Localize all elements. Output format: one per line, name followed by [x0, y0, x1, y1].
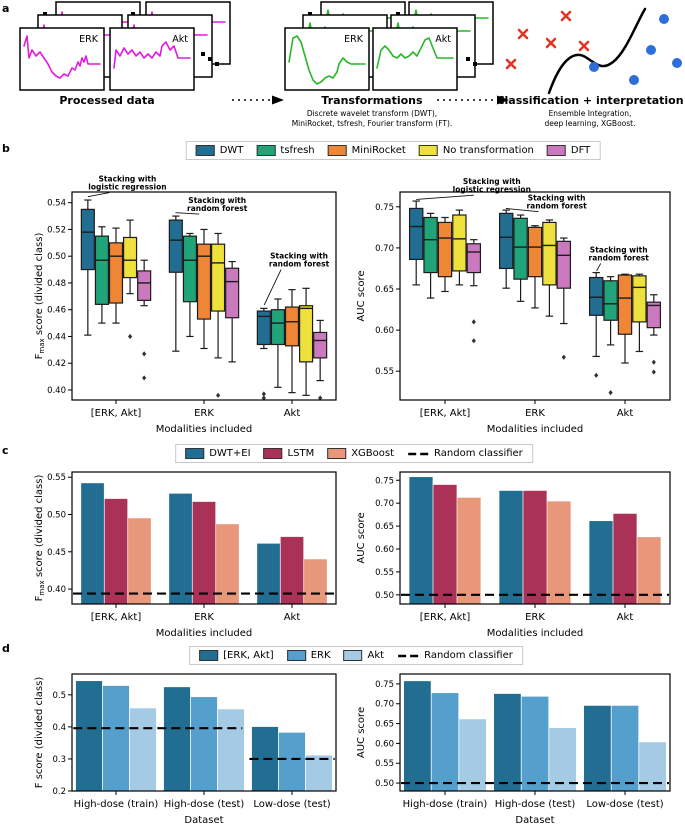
bar: [76, 681, 102, 791]
legend-swatch: [419, 145, 438, 156]
y-tick-label: 0.75: [375, 679, 394, 690]
box: [81, 209, 94, 269]
dashed-line-swatch: [397, 651, 419, 661]
box: [183, 236, 196, 302]
y-tick-label: 0.55: [375, 567, 394, 578]
y-tick-label: 0.50: [47, 252, 66, 263]
x-axis-label: Modalities included: [486, 424, 584, 435]
annotation-text: Stacking with: [462, 177, 521, 187]
bar: [130, 708, 156, 791]
bar: [457, 498, 480, 604]
bar: [81, 483, 104, 604]
x-axis-label: Modalities included: [155, 424, 253, 435]
legend-swatch: [196, 145, 215, 156]
x-category-label: High-dose (test): [494, 799, 576, 810]
boxplot-fmax-by-modality: [30, 164, 342, 444]
bar: [589, 521, 612, 604]
annotation-leader-line: [416, 195, 474, 199]
y-tick-label: 0.52: [47, 225, 66, 236]
akt-plot-label: Akt: [172, 34, 188, 45]
akt-plot-label: Akt: [435, 34, 451, 45]
annotation-text: random forest: [268, 259, 330, 269]
box: [212, 244, 225, 311]
panel-c-label: c: [2, 444, 9, 457]
bar: [433, 485, 456, 604]
box: [271, 310, 284, 345]
legend-label: No transformation: [442, 145, 534, 156]
x-axis-label: Modalities included: [486, 628, 584, 639]
y-tick-label: 0.65: [375, 285, 394, 296]
bar: [304, 559, 327, 604]
outlier-marker: [562, 355, 566, 360]
annotation-text: Stacking with: [527, 193, 586, 203]
annotation-text: random forest: [187, 204, 248, 214]
box: [95, 236, 108, 304]
y-tick-label: 0.54: [47, 198, 66, 209]
annotation-leader-line: [88, 193, 110, 197]
x-category-label: ERK: [525, 408, 545, 419]
boxplot-auc-by-modality: [352, 164, 678, 444]
y-tick-label: 0.55: [375, 759, 394, 770]
annotation-text: Stacking with: [589, 245, 648, 255]
box: [453, 215, 466, 271]
annotation-text: random forest: [588, 253, 649, 263]
box: [110, 243, 123, 303]
bar: [164, 687, 190, 791]
legend-item: [256, 145, 314, 156]
x-category-label: Low-dose (test): [586, 799, 664, 810]
y-tick-label: 0.70: [375, 699, 394, 710]
outlier-marker: [652, 360, 656, 365]
barchart-auc-by-dataset: [352, 666, 678, 837]
legend-swatch: [328, 145, 347, 156]
legend-swatch: [264, 448, 283, 459]
erk-plot-label: ERK: [79, 34, 98, 45]
y-tick-label: 0.50: [47, 510, 66, 521]
x-category-label: Akt: [616, 408, 634, 419]
legend-label: [ERK, Akt]: [223, 650, 274, 661]
bar: [523, 491, 546, 604]
box: [124, 237, 137, 277]
bar: [459, 719, 486, 791]
box: [618, 275, 631, 334]
x-category-label: ERK: [525, 612, 545, 623]
annotation-leader-line: [597, 263, 601, 270]
processed-akt-stack: [110, 2, 230, 90]
bar: [169, 494, 192, 604]
y-axis-label: AUC score: [356, 270, 367, 322]
bar: [549, 728, 576, 791]
box: [514, 218, 527, 279]
x-category-label: [ERK, Akt]: [419, 612, 471, 623]
legend-item: [287, 650, 331, 661]
box: [500, 213, 513, 268]
x-category-label: Akt: [283, 408, 301, 419]
box: [438, 222, 451, 276]
y-tick-label: 0.70: [375, 499, 394, 510]
y-tick-label: 0.44: [47, 332, 66, 343]
bar: [218, 709, 244, 791]
annotation-text: Stacking with: [270, 251, 328, 261]
bar: [494, 694, 521, 791]
y-axis-label: $F_{max}$ score (divided class): [34, 232, 46, 360]
y-tick-label: 0.50: [375, 779, 394, 790]
legend-item: [185, 448, 250, 459]
bar: [613, 514, 636, 604]
y-tick-label: 0.50: [375, 590, 394, 601]
x-category-label: ERK: [194, 612, 214, 623]
y-tick-label: 0.60: [375, 545, 394, 555]
annotation-text: logistic regression: [88, 182, 167, 192]
legend-item: [547, 145, 590, 156]
transformations-subcaption-2: MiniRocket, tsfresh, Fourier transform (FT).: [291, 119, 453, 128]
bar: [499, 491, 522, 604]
legend-swatch: [547, 145, 566, 156]
classification-subcaption-1: Ensemble Integration,: [548, 109, 632, 118]
x-category-label: High-dose (train): [73, 799, 159, 810]
bar: [193, 502, 216, 604]
outlier-marker: [216, 393, 220, 398]
x-category-label: [ERK, Akt]: [90, 408, 142, 419]
annotation-text: Stacking with: [98, 174, 157, 184]
classification-caption: Classification + interpretation: [496, 94, 684, 107]
bar: [612, 706, 639, 791]
legend-label: MiniRocket: [351, 145, 406, 156]
box: [590, 278, 603, 316]
legend-item: [264, 448, 315, 459]
bar: [522, 697, 549, 791]
y-tick-label: 0.5: [52, 690, 66, 701]
legend-item: [397, 650, 513, 661]
bar: [279, 733, 305, 791]
bar: [257, 544, 280, 604]
legend-label: DWT: [219, 145, 244, 156]
panel-b-label: b: [2, 142, 10, 155]
y-tick-label: 0.65: [375, 522, 394, 533]
legend-label: DFT: [570, 145, 591, 156]
box: [138, 271, 151, 300]
y-tick-label: 0.70: [375, 243, 394, 254]
processed-data-caption: Processed data: [59, 94, 155, 107]
legend-item: [419, 145, 534, 156]
x-axis-label: Modalities included: [155, 628, 253, 639]
y-tick-label: 0.60: [375, 326, 394, 337]
panel-d-legend: [189, 646, 523, 665]
box: [410, 208, 423, 259]
outlier-marker: [142, 351, 146, 356]
legend-swatch: [344, 650, 363, 661]
legend-swatch: [287, 650, 306, 661]
x-category-label: High-dose (test): [163, 799, 245, 810]
classification-subcaption-2: deep learning, XGBoost.: [544, 119, 636, 128]
legend-label: DWT+EI: [209, 448, 251, 459]
y-tick-label: 0.42: [47, 359, 66, 370]
barchart-fscore-by-dataset: [30, 666, 342, 837]
y-tick-label: 0.40: [47, 585, 66, 596]
box: [633, 276, 646, 322]
bar: [103, 686, 129, 791]
barchart-auc-by-model: [352, 464, 678, 650]
y-axis-label: $F_{max}$ score (divided class): [34, 474, 46, 602]
panel-d-label: d: [2, 642, 10, 655]
outlier-marker: [142, 375, 146, 380]
outlier-marker: [609, 390, 613, 395]
legend-item: [344, 650, 385, 661]
annotation-text: logistic regression: [452, 185, 531, 195]
panel-c-legend: [175, 444, 533, 463]
y-tick-label: 0.45: [47, 547, 66, 558]
y-tick-label: 0.2: [52, 787, 66, 797]
legend-item: [328, 145, 406, 156]
box: [314, 332, 327, 357]
y-axis-label: AUC score: [356, 512, 367, 564]
legend-item: [407, 448, 523, 459]
bar: [128, 518, 151, 604]
legend-label: tsfresh: [280, 145, 315, 156]
y-tick-label: 0.75: [375, 476, 394, 487]
y-tick-label: 0.55: [47, 473, 66, 484]
y-tick-label: 0.46: [47, 305, 66, 316]
bar: [547, 501, 570, 604]
box: [286, 307, 299, 346]
outlier-marker: [472, 338, 476, 343]
legend-label: LSTM: [287, 448, 315, 459]
classification-scatter: [507, 9, 682, 93]
panel-b-legend: [186, 141, 601, 160]
box: [424, 217, 437, 272]
y-tick-label: 0.3: [52, 754, 66, 765]
erk-plot-label: ERK: [344, 34, 363, 45]
y-axis-label: AUC score: [356, 706, 367, 759]
arrowhead-icon: [272, 96, 284, 105]
y-tick-label: 0.48: [47, 278, 66, 289]
bar: [191, 697, 217, 791]
panel-a-label: a: [2, 2, 10, 15]
y-tick-label: 0.65: [375, 719, 394, 730]
x-axis-label: Dataset: [515, 815, 555, 826]
bar: [584, 706, 611, 791]
box: [543, 222, 556, 284]
outlier-marker: [652, 369, 656, 374]
series-No transformation: [124, 220, 313, 398]
transformed-akt-stack: [373, 2, 493, 90]
annotation-text: random forest: [526, 201, 587, 211]
legend-label: Akt: [367, 650, 385, 661]
class-x-markers: [507, 12, 588, 68]
box: [528, 227, 541, 276]
x-category-label: [ERK, Akt]: [90, 612, 142, 623]
annotation-text: Stacking with: [188, 196, 247, 206]
dashed-line-swatch: [407, 449, 429, 459]
y-tick-label: 0.4: [52, 722, 66, 733]
bar: [216, 524, 239, 604]
legend-item: [327, 448, 394, 459]
outlier-marker: [594, 373, 598, 378]
x-category-label: [ERK, Akt]: [419, 408, 471, 419]
box: [557, 241, 570, 288]
box: [198, 244, 211, 319]
x-axis-label: Dataset: [184, 815, 224, 826]
box: [300, 306, 313, 362]
legend-label: Random classifier: [434, 448, 523, 459]
box: [226, 268, 239, 317]
box: [467, 244, 480, 273]
legend-swatch: [327, 448, 346, 459]
x-category-label: High-dose (train): [402, 799, 488, 810]
legend-item: [196, 145, 244, 156]
y-axis-label: F score (divided class): [34, 676, 45, 789]
x-category-label: ERK: [194, 408, 214, 419]
legend-label: ERK: [310, 650, 331, 661]
arrow-processed-to-transformations: [232, 96, 284, 105]
outlier-marker: [472, 319, 476, 324]
y-tick-label: 0.75: [375, 202, 394, 213]
box: [604, 281, 617, 320]
legend-label: Random classifier: [424, 650, 513, 661]
legend-label: XGBoost: [351, 448, 395, 459]
y-tick-label: 0.55: [375, 367, 394, 378]
bar: [409, 477, 432, 604]
bar: [432, 693, 459, 791]
legend-swatch: [256, 145, 275, 156]
barchart-fmax-by-model: [30, 464, 342, 650]
transformations-caption: Transformations: [321, 94, 423, 107]
y-tick-label: 0.40: [47, 385, 66, 396]
bar: [105, 499, 128, 604]
x-category-label: Akt: [283, 612, 301, 623]
workflow-diagram: [0, 0, 685, 140]
y-tick-label: 0.60: [375, 739, 394, 750]
bar: [404, 681, 431, 791]
outlier-marker: [128, 334, 132, 339]
legend-item: [199, 650, 274, 661]
legend-swatch: [185, 448, 204, 459]
x-category-label: Low-dose (test): [253, 799, 331, 810]
box: [169, 220, 182, 272]
x-category-label: Akt: [616, 612, 634, 623]
legend-swatch: [199, 650, 218, 661]
bar: [306, 755, 332, 791]
transformations-subcaption-1: Discrete wavelet transform (DWT),: [306, 109, 438, 118]
